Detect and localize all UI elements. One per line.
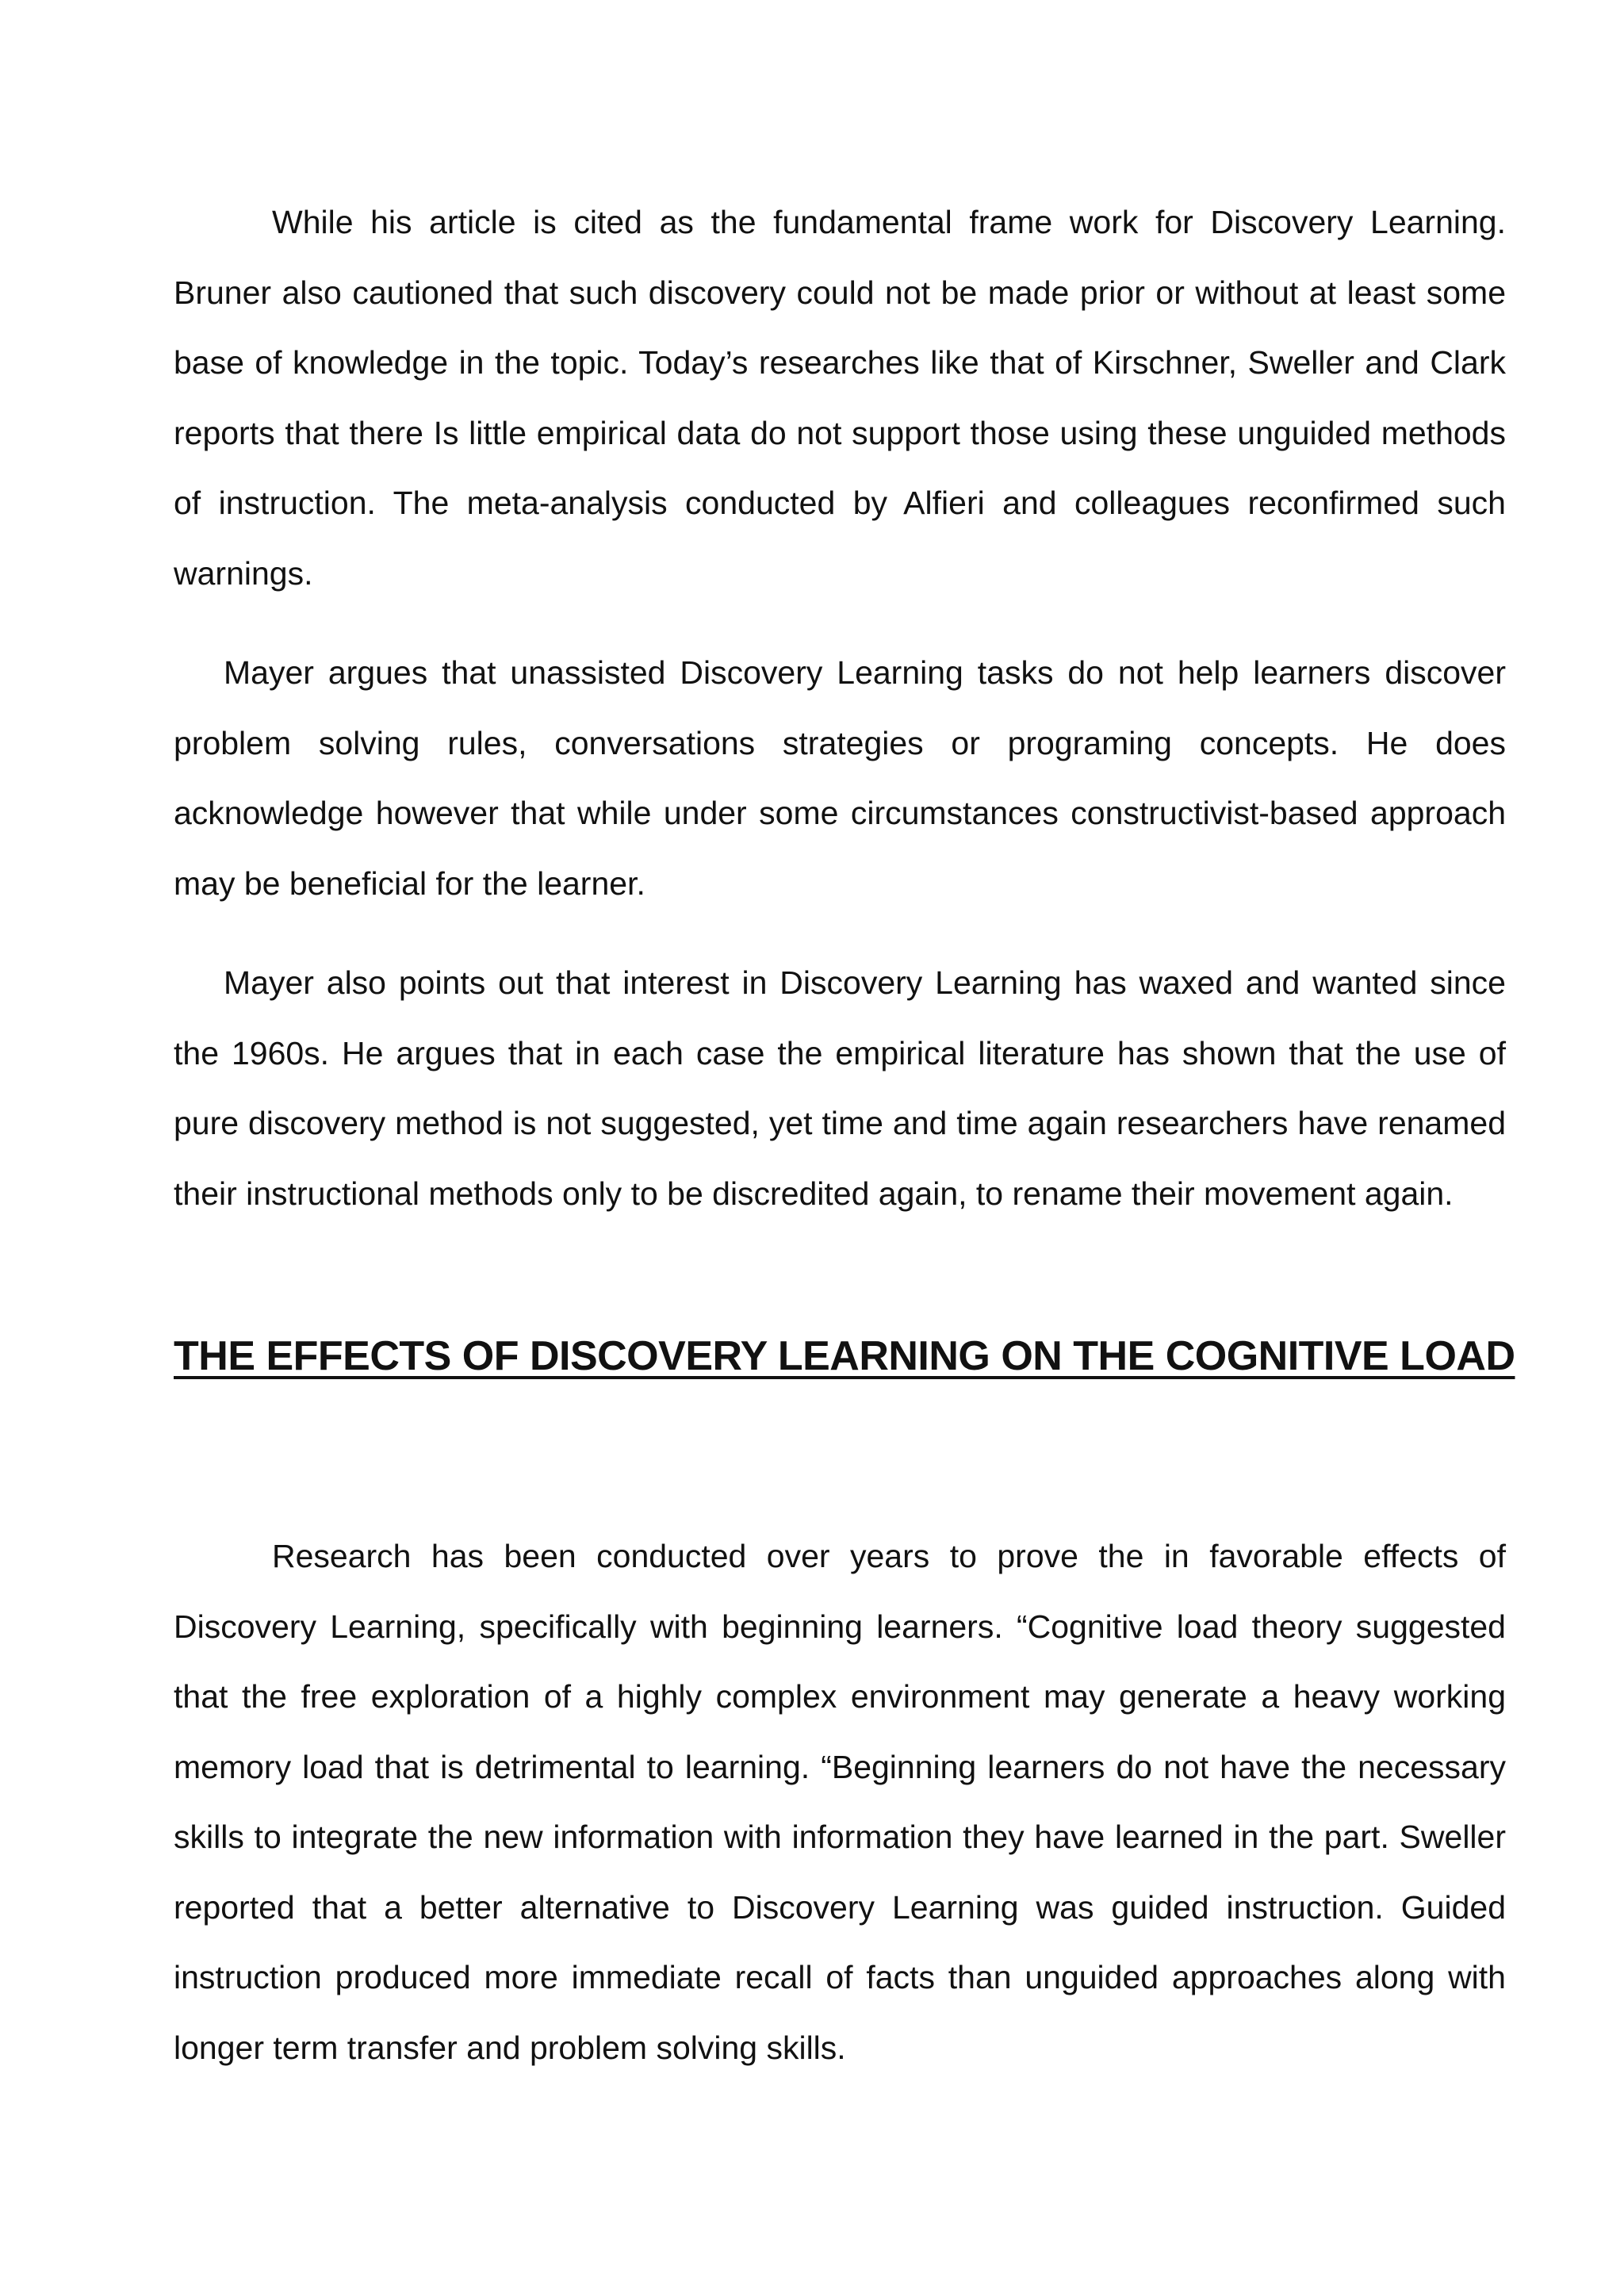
paragraph-mayer-argues: Mayer argues that unassisted Discovery Learning tasks do not help learners discover problem solving rules, conversations strategies or programing concepts. He does acknowledge however that while under some circumstances constructivist-based approach may be beneficial for the learner. bbox=[174, 654, 1506, 902]
paragraph-cognitive-load: Research has been conducted over years to prove the in favorable effects of Discovery Learning, specifically with beginning learners. “Cognitive load theory suggested that the free exploration of a highly complex environment may generate a heavy working memory load that is detrimental to learning. “Beginning learners do not have the necessary skills to integrate the new information with information they have learned in the part. Sweller reported that a better alternative to Discovery Learning was guided instruction. Guided instruction produced more immediate recall of facts than unguided approaches along with longer term transfer and problem solving skills. bbox=[174, 1538, 1506, 2066]
paragraph-bruner: While his article is cited as the fundamental frame work for Discovery Learning. Bruner also cautioned that such discovery could not be made prior or without at least some base of knowledge in the topic. Today’s researches like that of Kirschner, Sweller and Clark reports that there Is little empirical data do not support those using these unguided methods of instruction. The meta-analysis conducted by Alfieri and colleagues reconfirmed such warnings. bbox=[174, 204, 1506, 592]
paragraph-mayer-points-out: Mayer also points out that interest in Discovery Learning has waxed and wanted since the 1960s. He argues that in each case the empirical literature has shown that the use of pure discovery method is not suggested, yet time and time again researchers have renamed their instructional methods only to be discredited again, to rename their movement again. bbox=[174, 964, 1506, 1212]
section-heading: THE EFFECTS OF DISCOVERY LEARNING ON THE COGNITIVE LOAD bbox=[174, 1333, 1515, 1379]
